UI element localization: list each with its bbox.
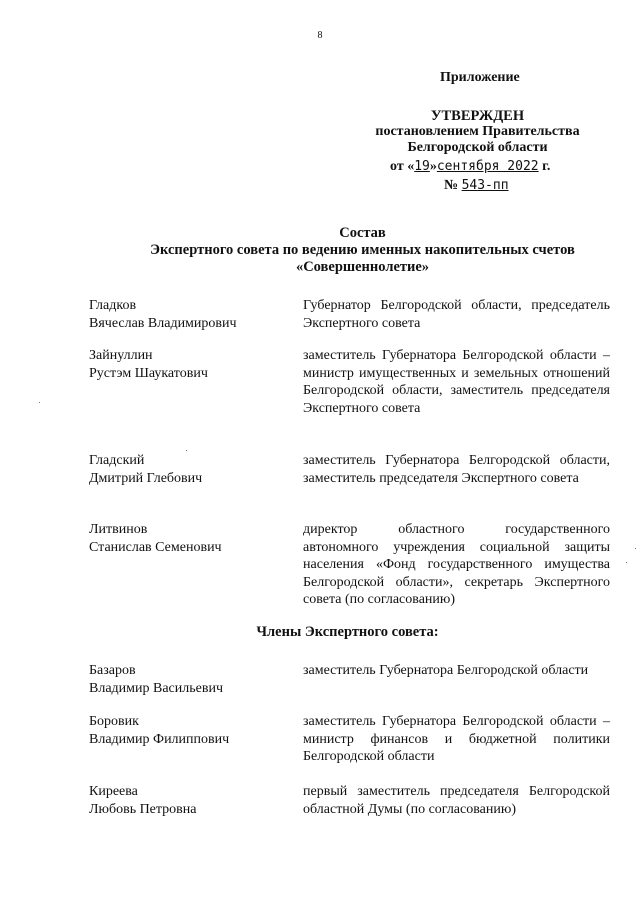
member-given-names: Любовь Петровна <box>89 801 197 817</box>
date-month-year: сентября 2022 <box>436 159 539 174</box>
title-line-3: «Совершеннолетие» <box>295 259 430 275</box>
appendix-label: Приложение <box>440 70 520 85</box>
member-surname: Гладков <box>89 298 137 313</box>
decree-date <box>390 159 550 175</box>
scan-speck <box>39 402 40 403</box>
date-suffix: г. <box>538 159 551 174</box>
approval-block <box>345 108 610 156</box>
member-surname: Зайнуллин <box>89 348 153 363</box>
member-role: заместитель Губернатора Белгородской области <box>303 663 589 678</box>
decree-line-1: постановлением Правительства <box>375 124 580 139</box>
member-role: заместитель Губернатора Белгородской области – министр финансов и бюджетной политики Белгородской области <box>303 714 610 764</box>
date-day: 19 <box>414 159 430 174</box>
member-name <box>89 452 284 487</box>
member-surname: Гладский <box>89 453 145 468</box>
decree-line-2: Белгородской области <box>407 140 548 155</box>
member-surname: Литвинов <box>89 522 148 537</box>
member-surname: Базаров <box>89 663 136 678</box>
title-line-1: Состав <box>339 225 386 241</box>
page-number: 8 <box>317 30 323 41</box>
scan-speck <box>635 548 636 549</box>
member-name <box>89 662 284 697</box>
approved-label: УТВЕРЖДЕН <box>430 108 525 124</box>
scan-speck <box>626 562 627 563</box>
member-role: директор областного государственного автономного учреждения социальной защиты населения «Фонд государственного имущества Белгородской области», секретарь Экспертного совета (по согласованию) <box>303 522 610 607</box>
member-given-names: Вячеслав Владимирович <box>89 315 237 331</box>
document-title <box>0 225 640 276</box>
member-surname: Боровик <box>89 714 139 729</box>
title-line-2: Экспертного совета по ведению именных накопительных счетов <box>150 242 575 258</box>
member-role: Губернатор Белгородской области, председатель Экспертного совета <box>303 298 610 331</box>
member-given-names: Владимир Васильевич <box>89 680 223 696</box>
member-role: первый заместитель председателя Белгородской областной Думы (по согласованию) <box>303 784 610 817</box>
member-given-names: Станислав Семенович <box>89 539 222 555</box>
date-prefix: от « <box>390 159 415 174</box>
number-value: 543-пп <box>461 178 509 193</box>
number-prefix: № <box>444 178 462 193</box>
member-name <box>89 783 284 818</box>
member-given-names: Дмитрий Глебович <box>89 470 203 486</box>
member-role: заместитель Губернатора Белгородской области, заместитель председателя Экспертного совета <box>303 453 610 486</box>
member-name <box>89 713 284 748</box>
member-role: заместитель Губернатора Белгородской области – министр имущественных и земельных отношений Белгородской области, заместитель председателя Экспертного совета <box>303 348 610 416</box>
scan-speck <box>186 450 187 451</box>
decree-number <box>444 178 509 194</box>
member-name <box>89 297 284 332</box>
member-name <box>89 521 284 556</box>
member-given-names: Владимир Филиппович <box>89 731 230 747</box>
members-heading: Члены Экспертного совета: <box>256 624 439 640</box>
member-surname: Киреева <box>89 784 138 799</box>
member-name <box>89 347 284 382</box>
date-mid: » <box>429 159 437 174</box>
member-given-names: Рустэм Шаукатович <box>89 365 208 381</box>
